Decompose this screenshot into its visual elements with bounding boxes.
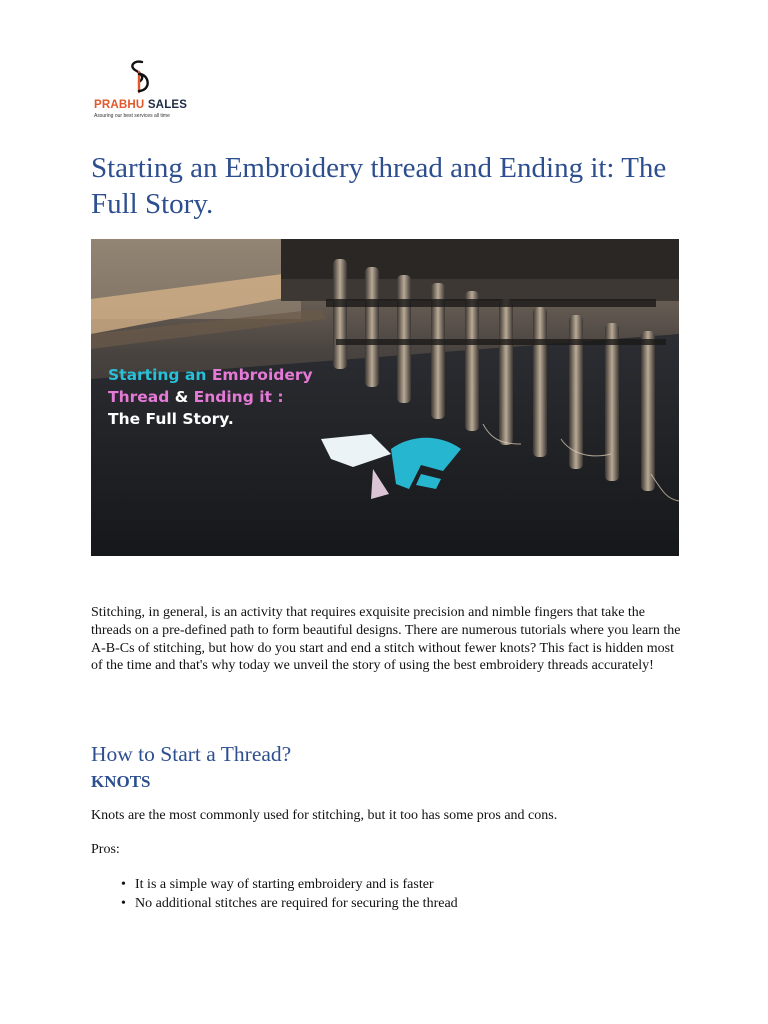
bullet-icon: • [121,877,126,892]
hero-image [91,239,679,556]
sd-monogram-icon [125,60,155,94]
pros-list [91,876,458,913]
knots-paragraph: Knots are the most commonly used for stitching, but it too has some pros and cons. [91,808,558,823]
intro-paragraph: Stitching, in general, is an activity that requires exquisite precision and nimble fingers that take the threads on a pre-defined path to form beautiful designs. There are numerous tutorials where you learn the A-B-Cs of stitching, but how do you start and end a stitch without fewer knots? This fact is hidden most of the time and that's why today we unveil the story of using the best embroidery threads accurately! [91,605,681,674]
logo-wordmark: PRABHU SALES [94,99,188,111]
page-title: Starting an Embroidery thread and Ending it: The Full Story. [91,152,667,220]
list-item: • It is a simple way of starting embroidery and is faster [91,876,458,895]
logo-tagline: Assuring our best services all time [94,113,170,119]
pros-label: Pros: [91,842,120,857]
prabhu-sales-logo [92,60,202,124]
subheading-knots: KNOTS [91,772,151,791]
hero-overlay-text: Starting an Embroidery Thread & Ending it : The Full Story. [108,366,313,428]
bullet-icon: • [121,895,126,911]
section-heading: How to Start a Thread? [91,742,292,766]
list-item: • No additional stitches are required for securing the thread [91,895,458,914]
